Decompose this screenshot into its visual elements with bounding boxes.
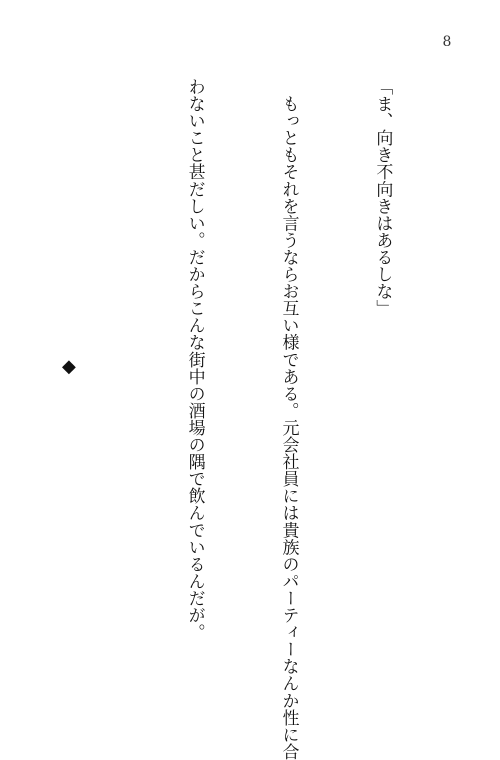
text-line: 「ま、向き不向きはあるしな」 xyxy=(372,78,393,317)
vertical-text-body xyxy=(0,78,460,760)
page-number: 8 xyxy=(442,34,452,50)
text-line: もっともそれを言うならお互い様である。元会社員には貴族のパーティーなんか性に合 xyxy=(278,78,299,760)
text-line: わないこと甚だしい。だからこんな街中の酒場の隅で飲んでいるんだが。 xyxy=(184,78,205,641)
section-break-diamond: ◆ xyxy=(58,356,80,378)
